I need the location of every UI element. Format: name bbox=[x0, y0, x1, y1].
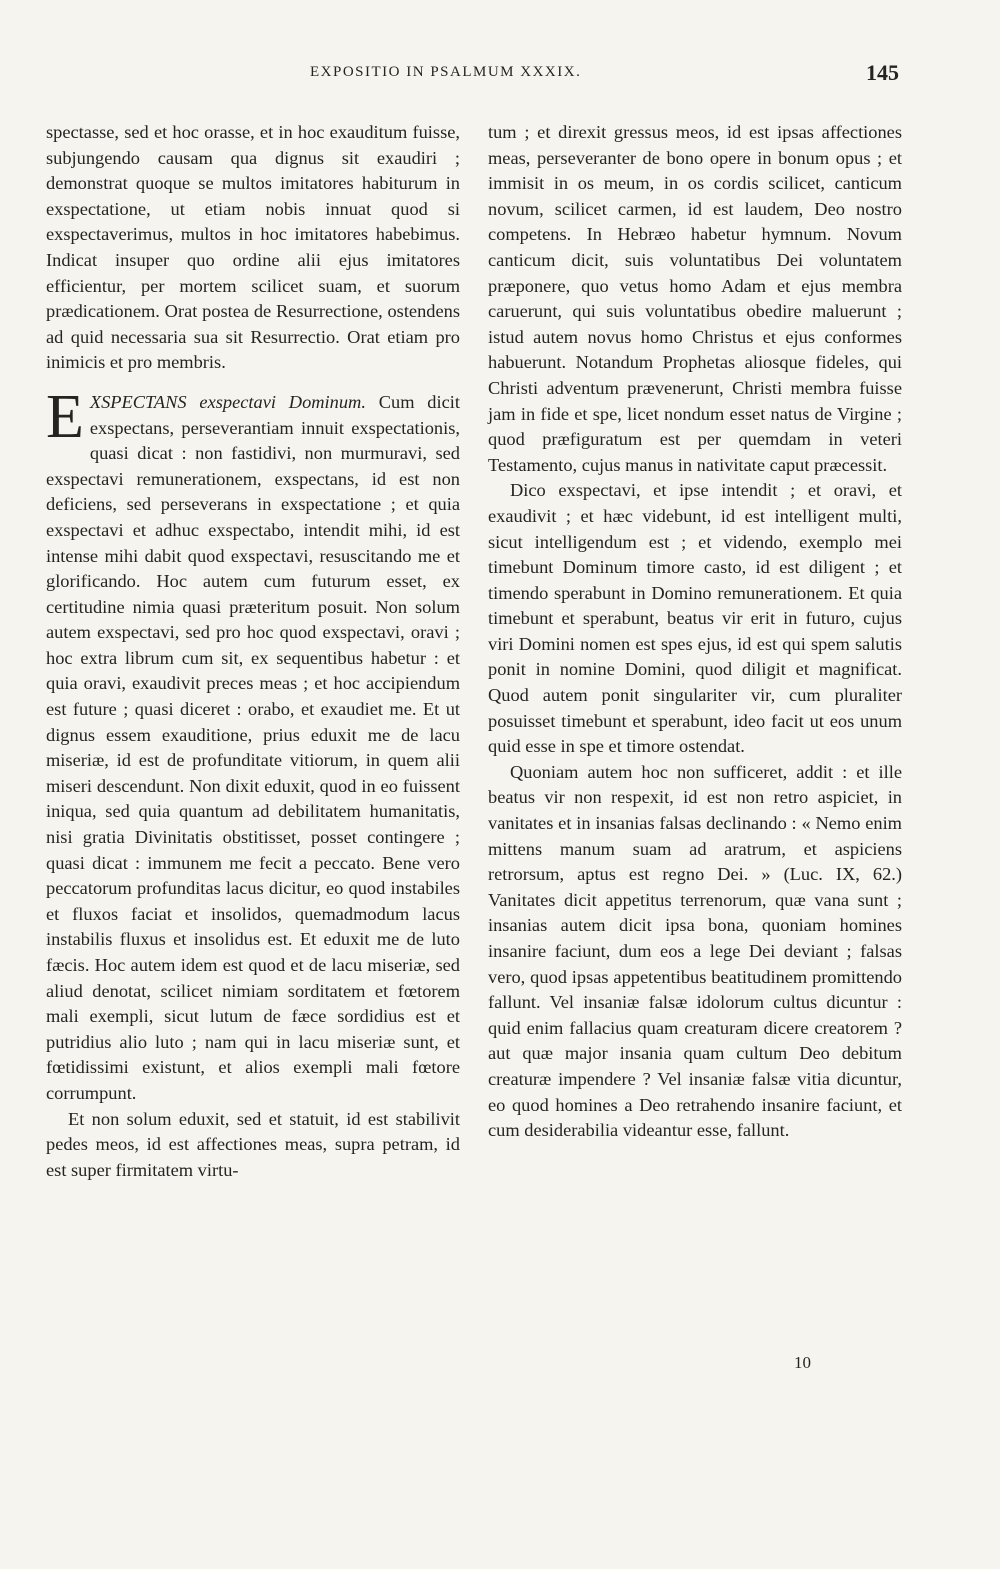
left-paragraph-3: Et non solum eduxit, sed et statuit, id est stabilivit pedes meos, id est affectiones meas, supra petram, id est super firmitatem virtu- bbox=[46, 1108, 460, 1180]
running-title: EXPOSITIO IN PSALMUM XXXIX. bbox=[310, 64, 582, 80]
lemma-text: XSPECTANS exspectavi Dominum. bbox=[89, 391, 366, 412]
left-paragraph-2 bbox=[46, 382, 460, 1107]
right-column bbox=[488, 120, 902, 1144]
left-paragraph-1: spectasse, sed et hoc orasse, et in hoc exauditum fuisse, subjungendo causam qua dignus sit exaudiri ; demonstrat quoque se multos imitatores habiturum in exspectatione, ut etiam nobis innuat quod si exspectaverimus, multos in hoc imitatores habebimus. Indicat insuper quo ordine alii ejus imitatores efficientur, per mortem scilicet suam, et suorum prædicationem. Orat postea de Resurrectione, ostendens ad quid necessaria sua sit Resurrectio. Orat etiam pro inimicis et pro membris. bbox=[46, 122, 460, 373]
drop-initial: E bbox=[46, 382, 84, 451]
left-paragraph-2-body: Cum dicit exspectans, perseverantiam innuit exspectationis, quasi dicat : non fastidivi, non murmuravi, sed exspectavi remunerationem, exspectans, id est non deficiens, sed perseverans in exspectatione ; et quia exspectavi et adhuc exspectabo, intendit mihi, id est intense mihi dabit quod exspectavi, resuscitando me et glorificando. Hoc autem cum futurum esset, ex certitudine nimia quasi præteritum posuit. Non solum autem exspectavi, sed pro hoc quod exspectavi, oravi ; hoc extra librum cum sit, ex sequentibus habetur : et quia oravi, exaudivit preces meas ; et hoc accipiendum est future ; quasi diceret : orabo, et exaudiet me. Et ut dignus essem exauditione, prius eduxit me de lacu miseriæ, id est de profunditate vitiorum, in quem alii miseri descendunt. Non dixit eduxit, quod in eo fuissent iniqua, sed quia quantum ad debilitatem humanitatis, nisi gratia Divinitatis obstitisset, posset contingere ; quasi dicat : immunem me fecit a peccato. Bene vero peccatorum profunditas lacus dicitur, eo quod instabiles et fluxos faciat et insolidos, quemadmodum lacus instabilis fluxus et insolidus est. Et eduxit me de luto fæcis. Hoc autem idem est quod et de lacu miseriæ, sed aliud denotat, scilicet nimiam sorditatem et fœtorem mali exempli, sicut lutum de fæce sordidius est et putridius alio luto ; nam qui in lacu miseriæ sunt, et fœtidissimi existunt, et alios exempli mali fœtore corrumpunt. bbox=[46, 391, 460, 1103]
right-paragraph-3: Quoniam autem hoc non sufficeret, addit : et ille beatus vir non respexit, id est non retro aspiciet, in vanitates et in insanias falsas declinando : « Nemo enim mittens manum suam ad aratrum, et aspiciens retrorsum, aptus est regno Dei. » (Luc. IX, 62.) Vanitates dicit appetitus terrenorum, quæ vana sunt ; insanias autem dicit ipsa bona, quoniam homines insanire faciunt, dum eos a lege Dei deviant ; falsas vero, quod ipsas appetentibus beatitudinem promittendo fallunt. Vel insaniæ falsæ idolorum cultus dicuntur : quid enim fallacius quam creaturam dicere creatorem ? aut quæ major insania quam cultum Deo debitum creaturæ impendere ? Vel insaniæ falsæ vitia dicuntur, eo quod homines a Deo retrahendo insanire faciunt, et cum desiderabilia videantur esse, fallunt. bbox=[488, 761, 902, 1141]
page-number: 145 bbox=[866, 60, 899, 85]
left-column bbox=[46, 120, 460, 1183]
signature-mark: 10 bbox=[794, 1353, 811, 1372]
right-paragraph-1: tum ; et direxit gressus meos, id est ipsas affectiones meas, perseveranter de bono opere in bonum opus ; et immisit in os meum, in os cordis scilicet, canticum novum, scilicet carmen, id est laudem, Deo nostro competens. In Hebræo habetur hymnum. Novum canticum dicit, suis voluntatibus Dei voluntatem præponere, quo vetus homo Adam et ejus membra caruerunt, qui suis voluntatibus obedire maluerunt ; istud autem novus homo Christus et ejus conformes habuerunt. Notandum Prophetas aliosque fideles, qui Christi adventum prævenerunt, Christi membra fuisse jam in fide et spe, licet nondum esset natus de Virgine ; quod præfiguratum est per quemdam in veteri Testamento, cujus manus in nativitate caput præcessit. bbox=[488, 122, 902, 475]
right-paragraph-2: Dico exspectavi, et ipse intendit ; et oravi, et exaudivit ; et hæc videbunt, id est intelligent multi, sicut intelligendum est ; et videndo, exemplo mei timebunt Dominum timore casto, id est diligent ; et timendo sperabunt in Domino remunerationem. Et quia timebunt et sperabunt, beatus vir erit in futuro, cujus viri Domini nomen est spes ejus, id est qui spem salutis ponit in nomine Domini, quod diligit et magnificat. Quod autem ponit singulariter vir, cum pluraliter posuisset timebunt et sperabunt, ideo facit ut eos unum quid esse in spe et timore ostendat. bbox=[488, 480, 902, 757]
